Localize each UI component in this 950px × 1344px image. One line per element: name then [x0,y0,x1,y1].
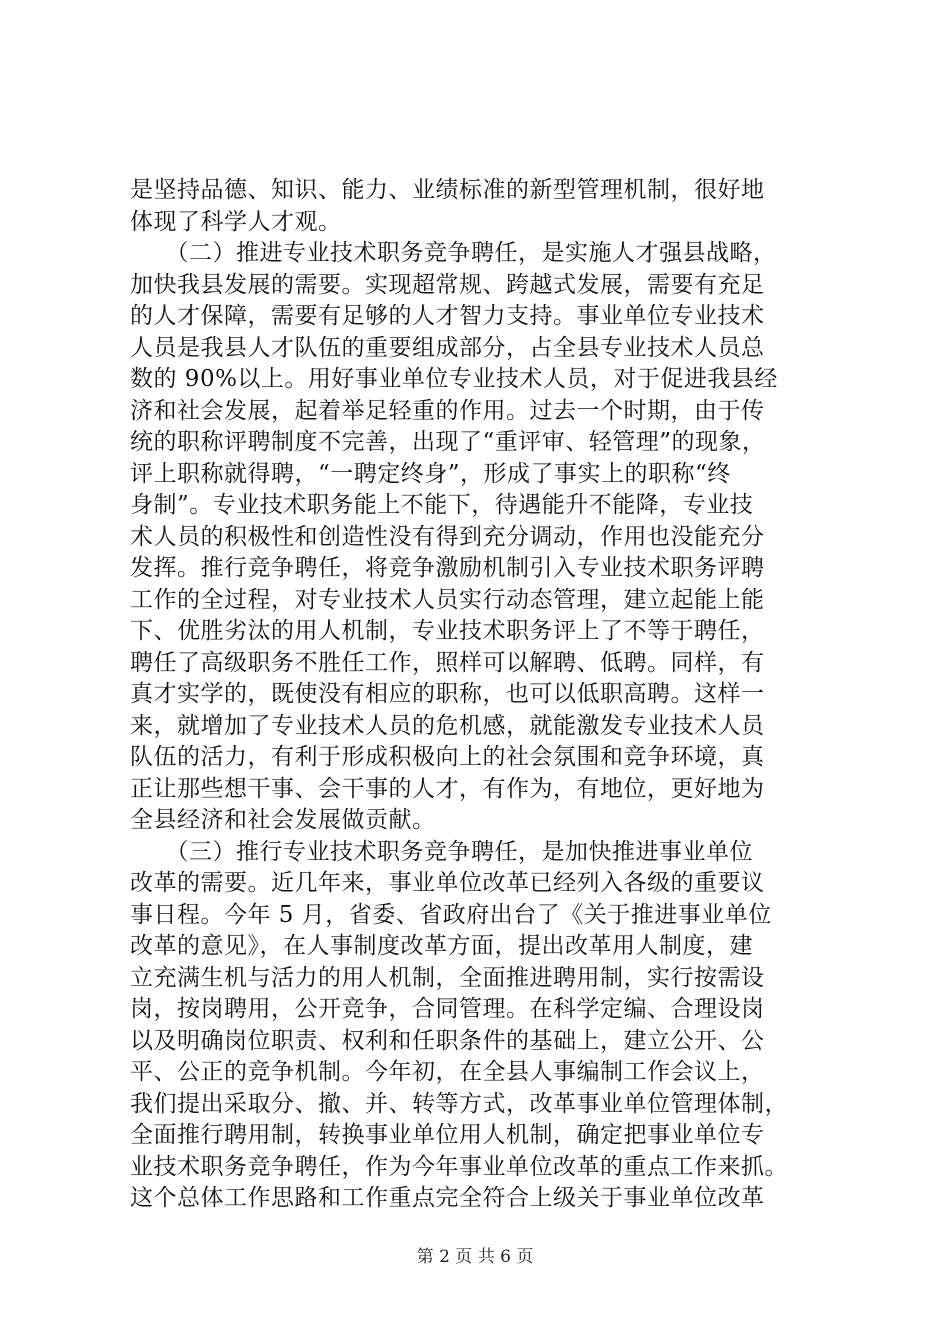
text-line: 聘任了高级职务不胜任工作，照样可以解聘、低聘。同样，有 [130,649,765,676]
text-line: 人员是我县人才队伍的重要组成部分，占全县专业技术人员总 [130,334,765,361]
text-line: 岗，按岗聘用，公开竞争，合同管理。在科学定编、合理设岗 [130,996,765,1022]
text-line: 立充满生机与活力的用人机制，全面推进聘用制，实行按需设 [130,964,765,991]
text-line: 来，就增加了专业技术人员的危机感，就能激发专业技术人员 [130,712,765,739]
text-line: 全面推行聘用制，转换事业单位用人机制，确定把事业单位专 [130,1122,765,1148]
text-line: 改革的意见》，在人事制度改革方面，提出改革用人制度，建 [130,933,753,959]
text-line: 体现了科学人才观。 [130,208,342,235]
text-line: 事日程。今年 5 月，省委、省政府出台了《关于推进事业单位 [130,901,772,928]
text-line: 真才实学的，既使没有相应的职称，也可以低职高聘。这样一 [130,681,765,707]
text-line: 是坚持品德、知识、能力、业绩标准的新型管理机制，很好地 [130,177,765,203]
text-line: 平、公正的竞争机制。今年初，在全县人事编制工作会议上， [130,1059,765,1085]
body-text [130,175,830,1215]
text-line: 术人员的积极性和创造性没有得到充分调动，作用也没能充分 [130,523,765,550]
text-line: 全县经济和社会发展做贡献。 [130,807,436,833]
text-line: 统的职称评聘制度不完善，出现了“重评审、轻管理”的现象， [130,429,766,455]
text-line: 加快我县发展的需要。实现超常规、跨越式发展，需要有充足 [130,271,765,298]
text-line: 身制”。专业技术职务能上不能下，待遇能升不能降，专业技 [130,492,754,518]
text-line: （三）推行专业技术职务竞争聘任，是加快推进事业单位 [130,838,753,865]
text-line: 济和社会发展，起着举足轻重的作用。过去一个时期，由于传 [130,397,765,424]
text-line: 队伍的活力，有利于形成积极向上的社会氛围和竞争环境，真 [130,744,765,770]
text-line: 下、优胜劣汰的用人机制，专业技术职务评上了不等于聘任， [130,618,765,644]
text-line: 工作的全过程，对专业技术人员实行动态管理，建立起能上能 [130,586,765,613]
text-line: 数的 90%以上。用好事业单位专业技术人员，对于促进我县经 [130,366,778,392]
page-footer: 第 2 页 共 6 页 [416,1247,534,1267]
text-line: 正让那些想干事、会干事的人才，有作为，有地位，更好地为 [130,775,765,802]
text-line: 我们提出采取分、撤、并、转等方式，改革事业单位管理体制， [130,1090,788,1117]
text-line: 以及明确岗位职责、权利和任职条件的基础上，建立公开、公 [130,1027,765,1054]
text-line: （二）推进专业技术职务竞争聘任，是实施人才强县战略， [130,240,777,266]
text-line: 这个总体工作思路和工作重点完全符合上级关于事业单位改革 [130,1185,765,1211]
text-line: 业技术职务竞争聘任，作为今年事业单位改革的重点工作来抓。 [130,1153,788,1180]
text-line: 改革的需要。近几年来，事业单位改革已经列入各级的重要议 [130,870,765,896]
text-line: 评上职称就得聘，“一聘定终身”，形成了事实上的职称“终 [130,460,731,487]
text-line: 的人才保障，需要有足够的人才智力支持。事业单位专业技术 [130,303,765,329]
text-line: 发挥。推行竞争聘任，将竞争激励机制引入专业技术职务评聘 [130,555,765,581]
